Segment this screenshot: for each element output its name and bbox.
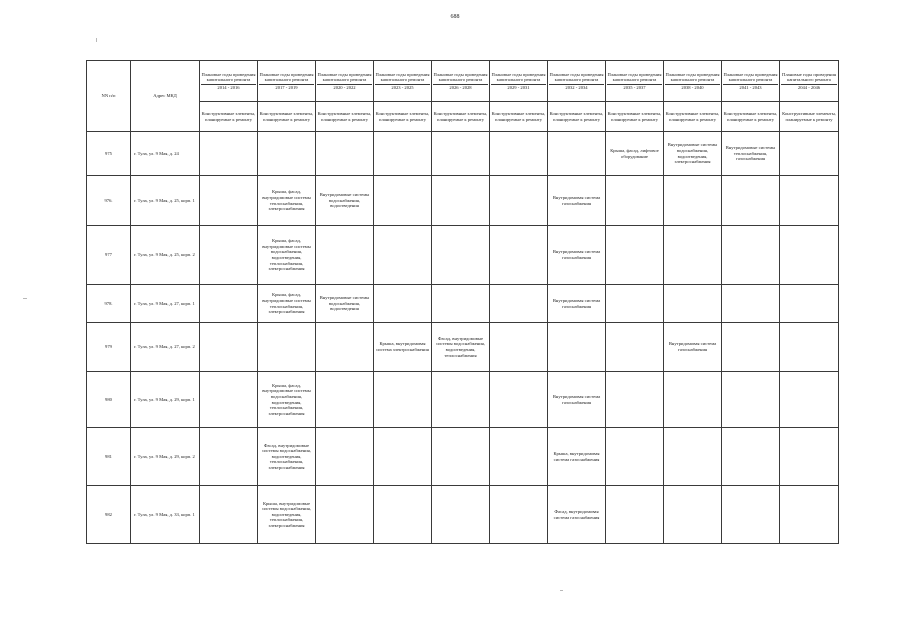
repair-elements-cell (200, 428, 258, 486)
repair-elements-cell (606, 226, 664, 285)
header-elements: Конструктивные элементы, планируемые к ремонту (490, 102, 548, 132)
repair-elements-cell (606, 176, 664, 226)
row-address: г. Тула, ул. 9 Мая, д. 25, корп. 2 (131, 226, 200, 285)
table-row (87, 486, 839, 544)
repair-elements-cell (200, 323, 258, 372)
repair-elements-cell (664, 486, 722, 544)
repair-elements-cell (664, 285, 722, 323)
scan-mark (96, 38, 97, 42)
repair-elements-cell (606, 428, 664, 486)
header-period-years: 2044 - 2046 (797, 84, 821, 90)
repair-elements-cell (258, 323, 316, 372)
header-period (316, 61, 374, 102)
header-period-label: Плановые годы проведения капитального ремонта (781, 72, 837, 85)
header-period (548, 61, 606, 102)
repair-elements-cell (374, 428, 432, 486)
table-body (87, 132, 839, 544)
repair-elements-cell (316, 323, 374, 372)
repair-elements-cell (490, 226, 548, 285)
row-address: г. Тула, ул. 9 Мая, д. 33, корп. 1 (131, 486, 200, 544)
row-address: г. Тула, ул. 9 Мая, д. 27, корп. 2 (131, 323, 200, 372)
repair-elements-cell: Внутридомовые системы водоснабжения, водоотведения (316, 176, 374, 226)
repair-elements-cell (432, 176, 490, 226)
repair-elements-cell (432, 372, 490, 428)
table-row (87, 428, 839, 486)
table-row (87, 323, 839, 372)
header-elements: Конструктивные элементы, планируемые к ремонту (606, 102, 664, 132)
repair-elements-cell (722, 486, 780, 544)
header-period (780, 61, 839, 102)
repair-elements-cell (490, 486, 548, 544)
capital-repair-plan-table (86, 60, 839, 544)
repair-elements-cell (432, 226, 490, 285)
repair-elements-cell (374, 176, 432, 226)
repair-elements-cell (664, 372, 722, 428)
row-address: г. Тула, ул. 9 Мая, д. 25, корп. 1 (131, 176, 200, 226)
repair-elements-cell: Внутридомовая система газоснабжения (548, 285, 606, 323)
repair-elements-cell (200, 132, 258, 176)
header-period (200, 61, 258, 102)
repair-elements-cell: Крыша, внутридомовая система электроснабжения (374, 323, 432, 372)
header-period-label: Плановые годы проведения капитального ремонта (317, 72, 372, 85)
repair-elements-cell (780, 285, 839, 323)
repair-elements-cell (780, 226, 839, 285)
repair-elements-cell: Фасад, внутридомовые системы водоснабжения, водоотведения, теплоснабжения (432, 323, 490, 372)
row-number: 981 (87, 428, 131, 486)
repair-elements-cell: Внутридомовая система газоснабжения (664, 323, 722, 372)
header-period-years: 2026 - 2028 (449, 84, 472, 90)
repair-elements-cell (200, 486, 258, 544)
repair-elements-cell (606, 486, 664, 544)
header-period (258, 61, 316, 102)
row-number: 976. (87, 176, 131, 226)
header-elements: Конструктивные элементы, планируемые к ремонту (200, 102, 258, 132)
header-elements: Конструктивные элементы, планируемые к ремонту (316, 102, 374, 132)
row-address: г. Тула, ул. 9 Мая, д. 29, корп. 2 (131, 428, 200, 486)
repair-elements-cell (722, 428, 780, 486)
header-period (664, 61, 722, 102)
header-period (606, 61, 664, 102)
header-elements: Конструктивные элементы, планируемые к ремонту (374, 102, 432, 132)
repair-elements-cell (490, 132, 548, 176)
header-period-label: Плановые годы проведения капитального ремонта (491, 72, 546, 85)
repair-elements-cell (316, 132, 374, 176)
row-number: 979 (87, 323, 131, 372)
header-elements: Конструктивные элементы, планируемые к ремонту (722, 102, 780, 132)
repair-elements-cell: Внутридомовая система газоснабжения (548, 372, 606, 428)
repair-elements-cell (780, 323, 839, 372)
repair-elements-cell (722, 323, 780, 372)
header-period (432, 61, 490, 102)
header-period-label: Плановые годы проведения капитального ремонта (607, 72, 662, 85)
header-period-years: 2017 - 2019 (275, 84, 298, 90)
repair-elements-cell: Крыша, фасад, лифтовое оборудование (606, 132, 664, 176)
repair-elements-cell: Крыша, фасад, внутридомовые системы теплоснабжения, электроснабжения (258, 176, 316, 226)
row-address: г. Тула, ул. 9 Мая, д. 24 (131, 132, 200, 176)
header-period-label: Плановые годы проведения капитального ремонта (375, 72, 430, 85)
repair-elements-cell (606, 323, 664, 372)
repair-elements-cell: Внутридомовая система газоснабжения (548, 176, 606, 226)
repair-elements-cell (490, 428, 548, 486)
repair-elements-cell (780, 176, 839, 226)
row-number: 980 (87, 372, 131, 428)
repair-elements-cell (606, 372, 664, 428)
repair-elements-cell (722, 285, 780, 323)
repair-elements-cell (200, 176, 258, 226)
repair-elements-cell (316, 428, 374, 486)
scan-mark (560, 590, 563, 591)
table-row (87, 176, 839, 226)
repair-elements-cell (200, 285, 258, 323)
repair-elements-cell: Крыша, внутридомовые системы водоснабжения, водоотведения, теплоснабжения, электроснабжения (258, 486, 316, 544)
table-header (87, 61, 839, 132)
header-period-years: 2038 - 2040 (681, 84, 704, 90)
table-row (87, 226, 839, 285)
repair-elements-cell (548, 132, 606, 176)
header-elements: Конструктивные элементы, планируемые к ремонту (664, 102, 722, 132)
repair-elements-cell: Фасад, внутридомовая система газоснабжения (548, 486, 606, 544)
repair-elements-cell (316, 372, 374, 428)
repair-elements-cell (548, 323, 606, 372)
repair-elements-cell: Крыша, внутридомовая система газоснабжения (548, 428, 606, 486)
repair-elements-cell (316, 486, 374, 544)
repair-elements-cell (258, 132, 316, 176)
repair-elements-cell (490, 176, 548, 226)
header-number: NN п/п (87, 61, 131, 132)
row-number: 978. (87, 285, 131, 323)
repair-elements-cell: Крыша, фасад, внутридомовые системы водоснабжения, водоотведения, теплоснабжения, электроснабжения (258, 372, 316, 428)
header-elements: Конструктивные элементы, планируемые к ремонту (548, 102, 606, 132)
header-period-label: Плановые годы проведения капитального ремонта (665, 72, 720, 85)
repair-elements-cell (722, 176, 780, 226)
header-period-years: 2020 - 2022 (333, 84, 356, 90)
repair-elements-cell (432, 132, 490, 176)
header-period-years: 2029 - 2031 (507, 84, 530, 90)
repair-elements-cell (490, 372, 548, 428)
repair-elements-cell (664, 428, 722, 486)
row-number: 982 (87, 486, 131, 544)
header-period (374, 61, 432, 102)
header-period-years: 2032 - 2034 (565, 84, 588, 90)
repair-elements-cell: Внутридомовые системы теплоснабжения, газоснабжения (722, 132, 780, 176)
repair-elements-cell (374, 285, 432, 323)
header-period (490, 61, 548, 102)
table-row (87, 285, 839, 323)
repair-elements-cell (780, 372, 839, 428)
row-number: 977 (87, 226, 131, 285)
repair-elements-cell (664, 176, 722, 226)
header-period-years: 2035 - 2037 (623, 84, 646, 90)
repair-elements-cell (722, 372, 780, 428)
repair-elements-cell (722, 226, 780, 285)
repair-elements-cell: Внутридомовые системы водоснабжения, водоотведения (316, 285, 374, 323)
repair-elements-cell: Фасад, внутридомовые системы водоснабжения, водоотведения, теплоснабжения, электроснабжения (258, 428, 316, 486)
repair-elements-cell (200, 226, 258, 285)
repair-elements-cell (374, 372, 432, 428)
repair-elements-cell (664, 226, 722, 285)
repair-elements-cell (200, 372, 258, 428)
header-period-years: 2041 - 2043 (739, 84, 762, 90)
header-address: Адрес МКД (131, 61, 200, 132)
row-address: г. Тула, ул. 9 Мая, д. 29, корп. 1 (131, 372, 200, 428)
header-period-years: 2014 - 2016 (217, 84, 240, 90)
repair-elements-cell (490, 285, 548, 323)
repair-elements-cell (316, 226, 374, 285)
repair-elements-cell (432, 486, 490, 544)
repair-elements-cell: Крыша, фасад, внутридомовые системы теплоснабжения, электроснабжения (258, 285, 316, 323)
header-period (722, 61, 780, 102)
header-period-label: Плановые годы проведения капитального ремонта (723, 72, 778, 85)
header-period-years: 2023 - 2025 (391, 84, 414, 90)
header-period-label: Плановые годы проведения капитального ремонта (259, 72, 314, 85)
repair-elements-cell: Внутридомовая система газоснабжения (548, 226, 606, 285)
scan-mark (23, 298, 27, 299)
header-period-label: Плановые годы проведения капитального ремонта (549, 72, 604, 85)
repair-elements-cell (432, 428, 490, 486)
repair-elements-cell (490, 323, 548, 372)
header-period-label: Плановые годы проведения капитального ремонта (433, 72, 488, 85)
page-number: 688 (450, 14, 460, 20)
header-period-label: Плановые годы проведения капитального ремонта (201, 72, 256, 85)
header-elements: Конструктивные элементы, планируемые к ремонту (432, 102, 490, 132)
repair-elements-cell (606, 285, 664, 323)
row-number: 975 (87, 132, 131, 176)
repair-elements-cell (374, 226, 432, 285)
repair-elements-cell (780, 132, 839, 176)
repair-elements-cell (780, 428, 839, 486)
table-row (87, 132, 839, 176)
repair-elements-cell: Крыша, фасад, внутридомовые системы водоснабжения, водоотведения, теплоснабжения, электроснабжения (258, 226, 316, 285)
repair-elements-cell: Внутридомовые системы водоснабжения, водоотведения, электроснабжения (664, 132, 722, 176)
repair-elements-cell (432, 285, 490, 323)
repair-elements-cell (374, 132, 432, 176)
row-address: г. Тула, ул. 9 Мая, д. 27, корп. 1 (131, 285, 200, 323)
repair-elements-cell (780, 486, 839, 544)
header-period-row (87, 61, 839, 102)
table-row (87, 372, 839, 428)
repair-elements-cell (374, 486, 432, 544)
header-elements-row (87, 102, 839, 132)
header-elements: Конструктивные элементы, планируемые к ремонту (780, 102, 839, 132)
header-elements: Конструктивные элементы, планируемые к ремонту (258, 102, 316, 132)
